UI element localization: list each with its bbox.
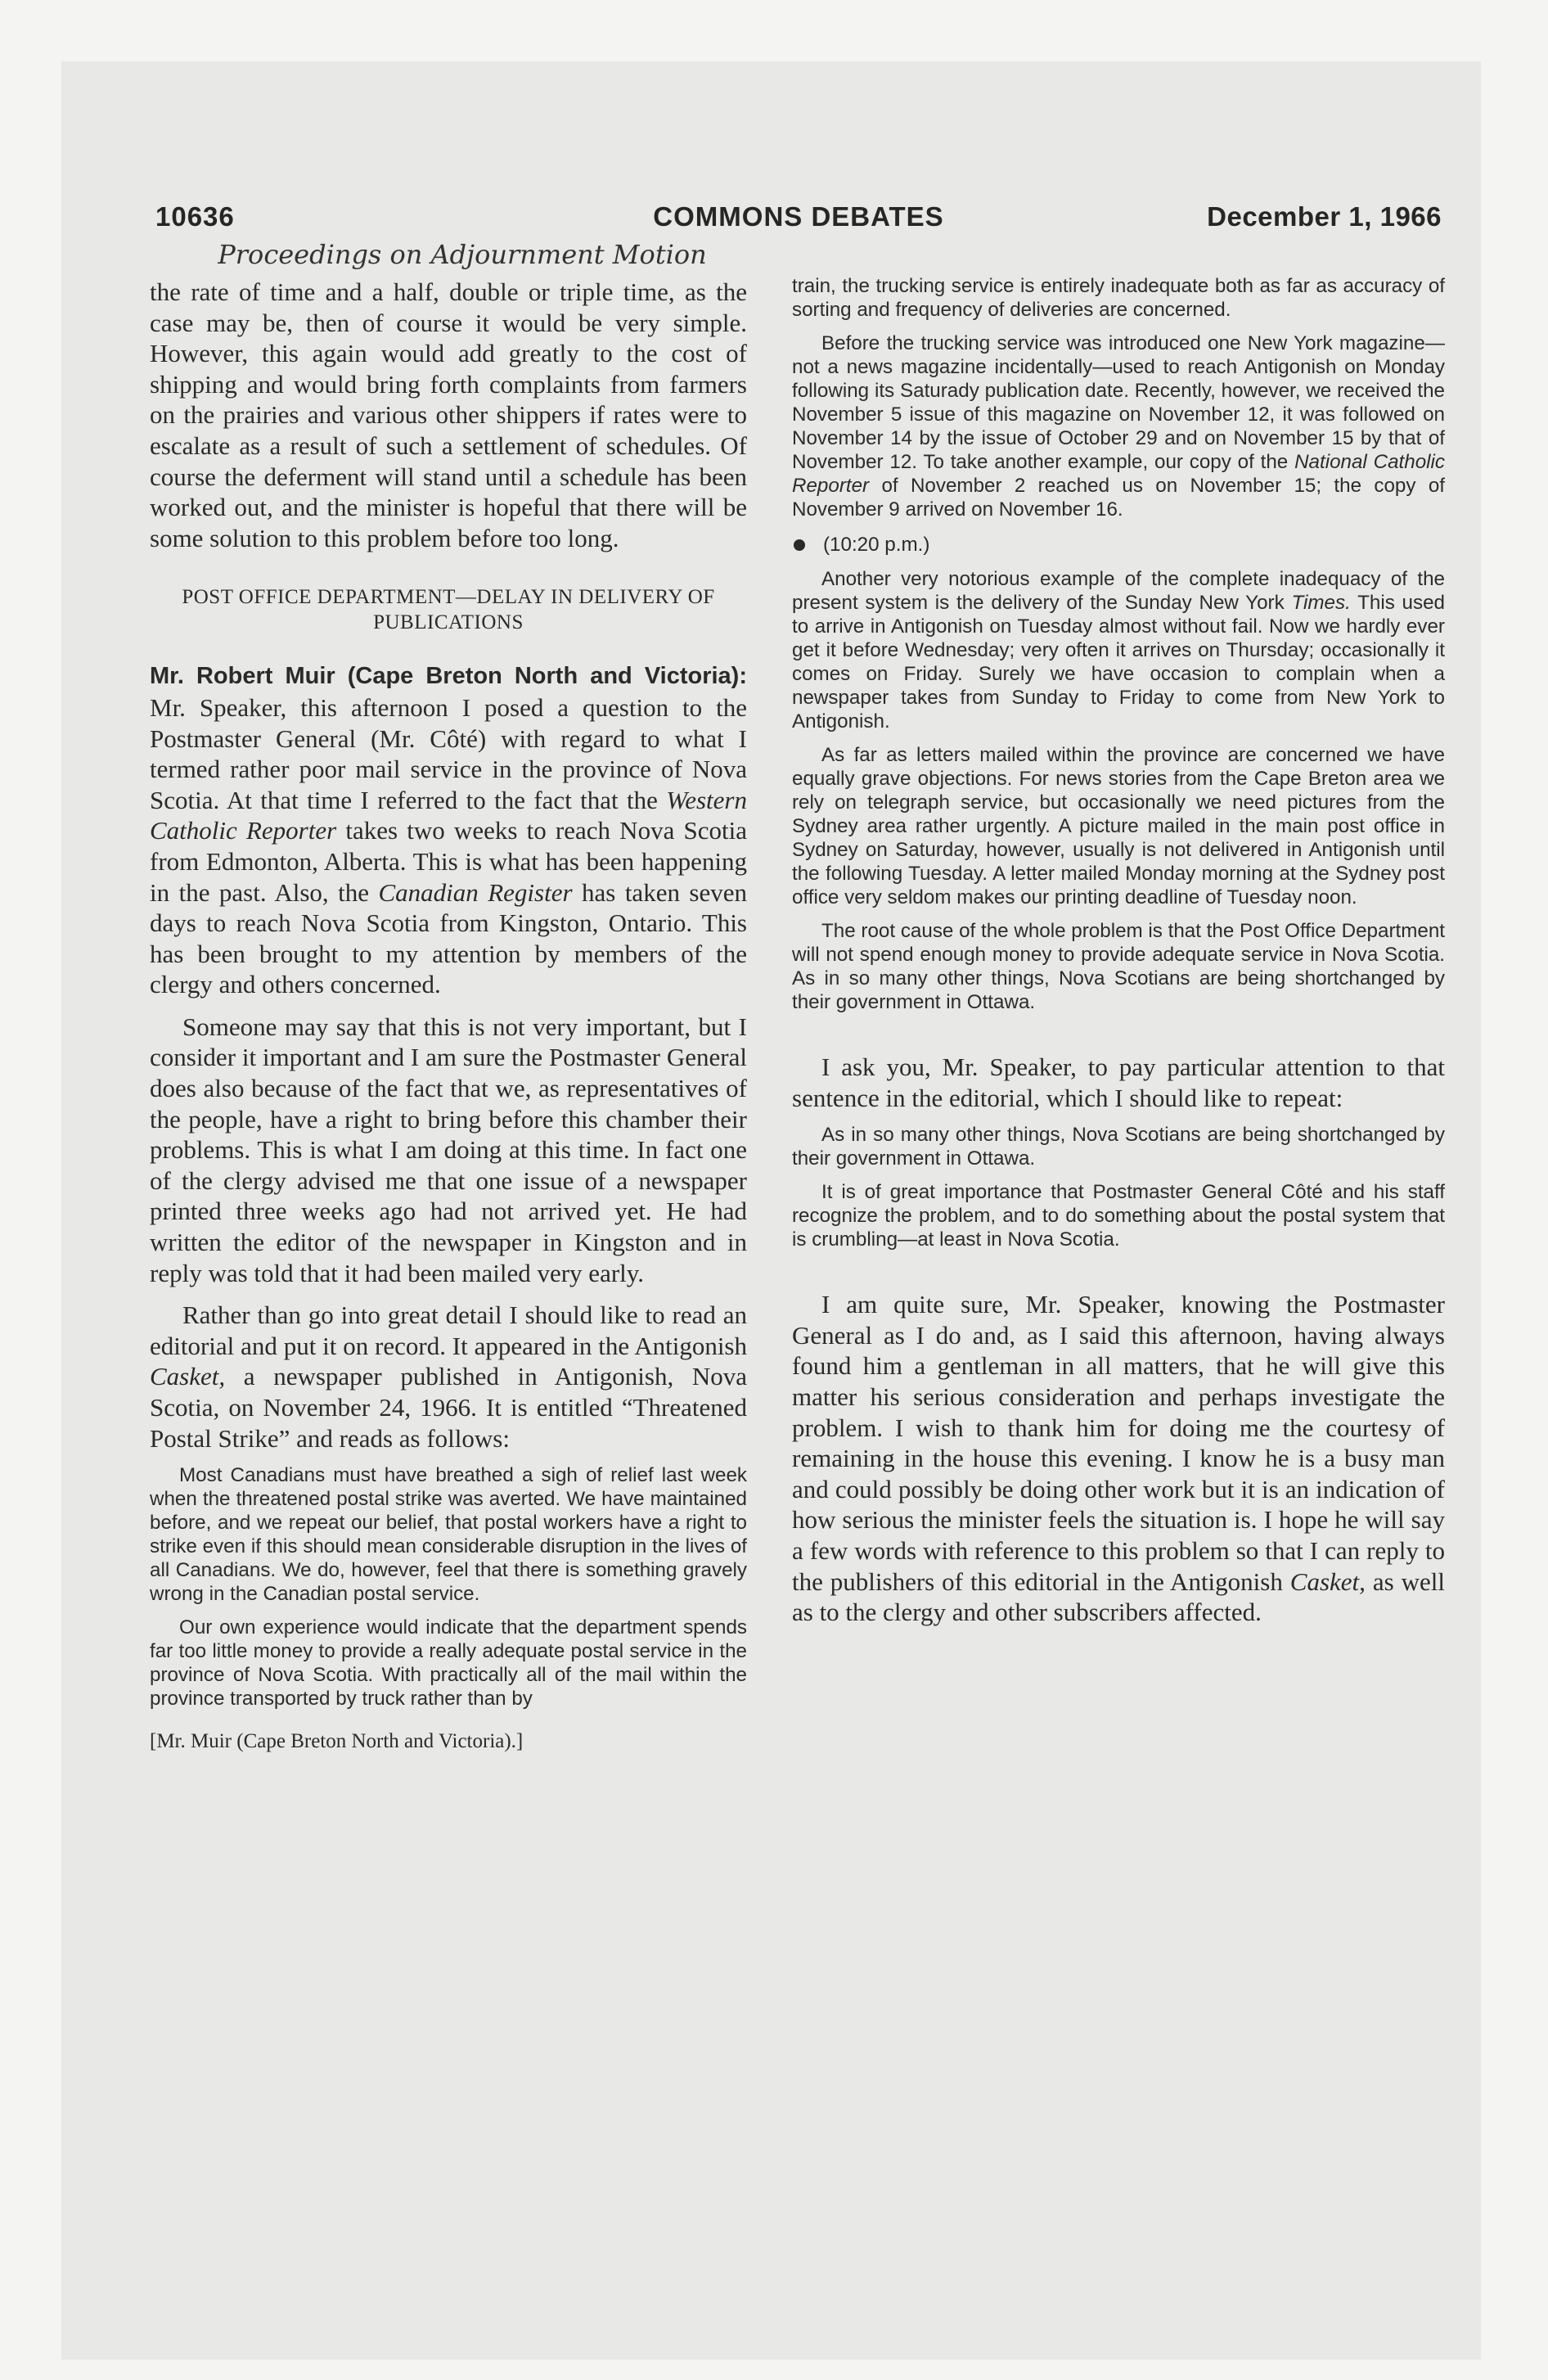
quoted-paragraph: Before the trucking service was introduced one New York magazine—not a news magazine incidentally—used to reach Antigonish on Monday following its Saturady publication date. Recently, however, we received the November 5 issue of this magazine on November 12, it was followed on November 14 by the issue of October 29 and on November 15 by that of November 12. To take another example, our copy of the National Catholic Reporter of November 2 reached us on November 15; the copy of November 9 arrived on November 16. [792,332,1445,521]
quoted-paragraph: Another very notorious example of the complete inadequacy of the present system is the delivery of the Sunday New York Times. This used to arrive in Antigonish on Tuesday almost without fail. Now we hardly ever get it before Wednesday; very often it arrives on Thursday; occasionally it comes on Friday. Surely we have occasion to complain when a newspaper takes from Sunday to Friday to come from New York to Antigonish. [792,568,1445,732]
right-column [792,274,1445,1628]
quoted-paragraph: It is of great importance that Postmaster General Côté and his staff recognize the problem, and to do something about the postal system that is crumbling—at least in Nova Scotia. [792,1181,1445,1251]
paragraph: Mr. Robert Muir (Cape Breton North and Victoria): Mr. Speaker, this afternoon I posed a question to the Postmaster General (Mr. Côté) with regard to what I termed rather poor mail service in the province of Nova Scotia. At that time I referred to the fact that the Western Catholic Reporter takes two weeks to reach Nova Scotia from Edmonton, Alberta. This is what has been happening in the past. Also, the Canadian Register has taken seven days to reach Nova Scotia from Kingston, Ontario. This has been brought to my attention by members of the clergy and others concerned. [150,663,747,999]
paragraph: Someone may say that this is not very important, but I consider it important and I am sure the Postmaster General does also because of the fact that we, as representatives of the people, have a right to bring before this chamber their problems. This is what I am doing at this time. In fact one of the clergy advised me that one issue of a newspaper printed three weeks ago had not arrived yet. He had written the editor of the newspaper in Kingston and in reply was told that it had been mailed very early. [150,1012,747,1287]
publication-name: National Catholic Reporter [792,451,1445,497]
quoted-paragraph: train, the trucking service is entirely inadequate both as far as accuracy of sorting and frequency of deliveries are concerned. [792,275,1445,321]
publication-name: Canadian Register [378,877,573,907]
publication-name: Western Catholic Reporter [150,785,747,845]
paragraph: I ask you, Mr. Speaker, to pay particular attention to that sentence in the editorial, which I should like to repeat: [792,1053,1445,1112]
quoted-paragraph: As far as letters mailed within the province are concerned we have equally grave objections. For news stories from the Cape Breton area we rely on telegraph service, but occasionally we need pictures from the Sydney area rather urgently. A picture mailed in the main post office in Sydney on Saturday, however, usually is not delivered in Antigonish until the following Tuesday. A letter mailed Monday morning at the Sydney post office very seldom makes our printing deadline of Tuesday noon. [792,744,1445,908]
publication-name: Casket, [1289,1566,1366,1596]
quoted-paragraph: Our own experience would indicate that the department spends far too little money to provide a really adequate postal service in the province of Nova Scotia. With practically all of the mail within the province transported by truck rather than by [150,1616,747,1711]
page-number: 10636 [155,201,235,232]
publication-name: Times. [1291,592,1351,614]
paragraph: I am quite sure, Mr. Speaker, knowing the Postmaster General as I do and, as I said this afternoon, having always found him a gentleman in all matters, that he will give this matter his serious consideration and perhaps investigate the problem. I wish to thank him for doing me the courtesy of remaining in the house this evening. I know he is a busy man and could possibly be doing other work but it is an indication of how serious the minister feels the situation is. I hope he will say a few words with reference to this problem so that I can reply to the publishers of this editorial in the Antigonish Casket, as well as to the clergy and other subscribers affected. [792,1290,1445,1627]
publication-name: Casket, [150,1362,226,1391]
speaker-attribution: [Mr. Muir (Cape Breton North and Victoria).] [150,1730,524,1753]
page-date: December 1, 1966 [1207,201,1442,232]
bullet-icon [794,539,805,551]
paragraph: the rate of time and a half, double or triple time, as the case may be, then of course it would be very simple. However, this again would add greatly to the cost of shipping and would bring forth complaints from farmers on the prairies and various other shippers if rates were to escalate as a result of such a settlement of schedules. Of course the deferment will stand until a schedule has been worked out, and the minister is hopeful that there will be some solution to this problem before too long. [150,277,747,552]
quoted-paragraph: As in so many other things, Nova Scotians are being shortchanged by their government in Ottawa. [792,1124,1445,1170]
time-stamp: (10:20 p.m.) [792,533,1445,557]
page-header [155,201,1442,242]
speaker-name: Mr. Robert Muir (Cape Breton North and Victoria): [150,663,747,690]
section-heading: POST OFFICE DEPARTMENT—DELAY IN DELIVERY OF PUBLICATIONS [182,586,715,634]
publication-title: COMMONS DEBATES [653,201,944,232]
paragraph: Rather than go into great detail I should like to read an editorial and put it on record. It appeared in the Antigonish Casket, a newspaper published in Antigonish, Nova Scotia, on November 24, 1966. It is entitled “Threatened Postal Strike” and reads as follows: [150,1300,747,1453]
quoted-paragraph: The root cause of the whole problem is that the Post Office Department will not spend enough money to provide adequate service in Nova Scotia. As in so many other things, Nova Scotians are being shortchanged by their government in Ottawa. [792,920,1445,1013]
left-column [150,277,747,1753]
quoted-paragraph: Most Canadians must have breathed a sigh of relief last week when the threatened postal strike was averted. We have maintained before, and we repeat our belief, that postal workers have a right to strike even if this should mean considerable disruption in the lives of all Canadians. We do, however, feel that there is something gravely wrong in the Canadian postal service. [150,1464,747,1606]
page-subheading: Proceedings on Adjournment Motion [218,239,707,270]
